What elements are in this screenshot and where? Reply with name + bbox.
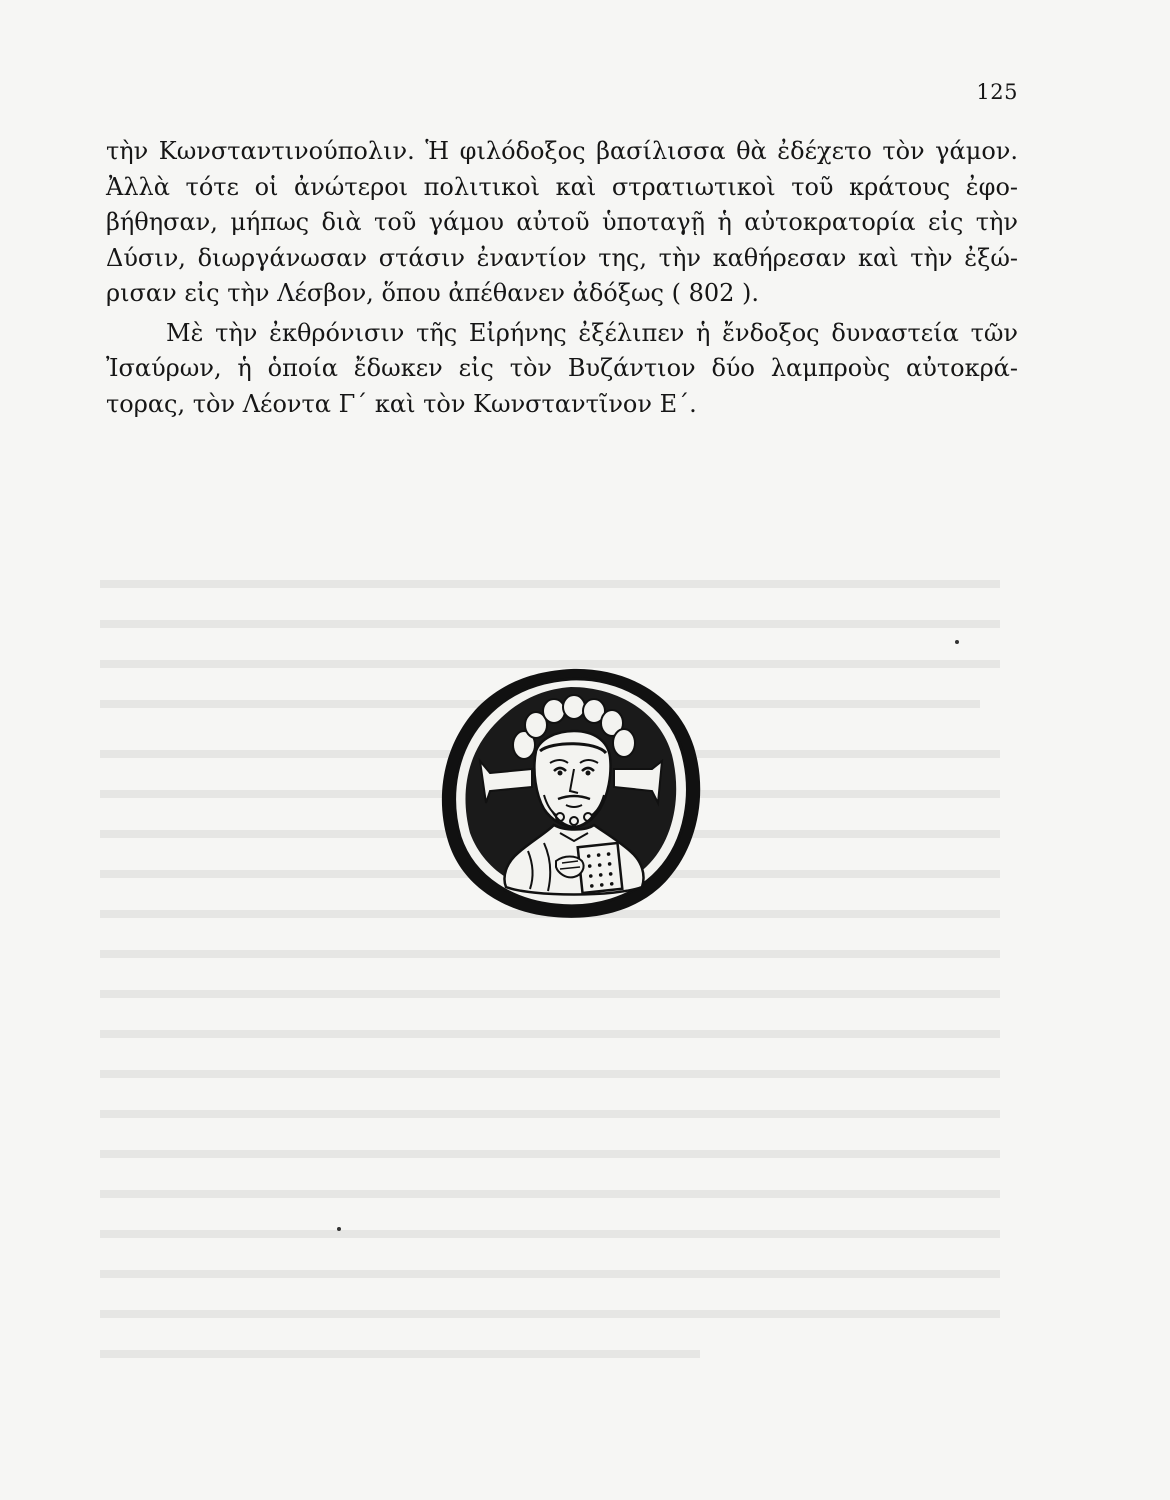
text-line: ρισαν εἰς τὴν Λέσβον, ὅπου ἀπέθανεν ἀδόξως ( 802 ). xyxy=(106,279,760,307)
body-text xyxy=(106,134,1018,422)
text-line: τὴν Κωνσταντινούπολιν. Ἡ φιλόδοξος βασίλισσα θὰ ἐδέχετο τὸν γάμον. xyxy=(106,137,1018,165)
text-line: τορας, τὸν Λέοντα Γ΄ καὶ τὸν Κωνσταντῖνον Ε΄. xyxy=(106,389,697,418)
coin-portrait-illustration xyxy=(436,665,706,921)
paragraph-1 xyxy=(106,134,1018,312)
text-line: Ἀλλὰ τότε οἱ ἀνώτεροι πολιτικοὶ καὶ στρατιωτικοὶ τοῦ κράτους ἐφο- xyxy=(106,172,1018,201)
paper-speck xyxy=(337,1227,341,1231)
page-number: 125 xyxy=(976,80,1018,104)
text-line: Ἰσαύρων, ἡ ὁποία ἔδωκεν εἰς τὸν Βυζάντιον δύο λαμπροὺς αὐτοκρά- xyxy=(106,354,1018,382)
paragraph-2 xyxy=(106,316,1018,423)
text-line: Δύσιν, διωργάνωσαν στάσιν ἐναντίον της, τὴν καθήρεσαν καὶ τὴν ἐξώ- xyxy=(106,243,1018,272)
paper-speck xyxy=(955,640,959,644)
text-line: Μὲ τὴν ἐκθρόνισιν τῆς Εἰρήνης ἐξέλιπεν ἡ ἔνδοξος δυναστεία τῶν xyxy=(166,318,1018,347)
text-line: βήθησαν, μήπως διὰ τοῦ γάμου αὐτοῦ ὑποταγῇ ἡ αὐτοκρατορία εἰς τὴν xyxy=(106,208,1018,236)
